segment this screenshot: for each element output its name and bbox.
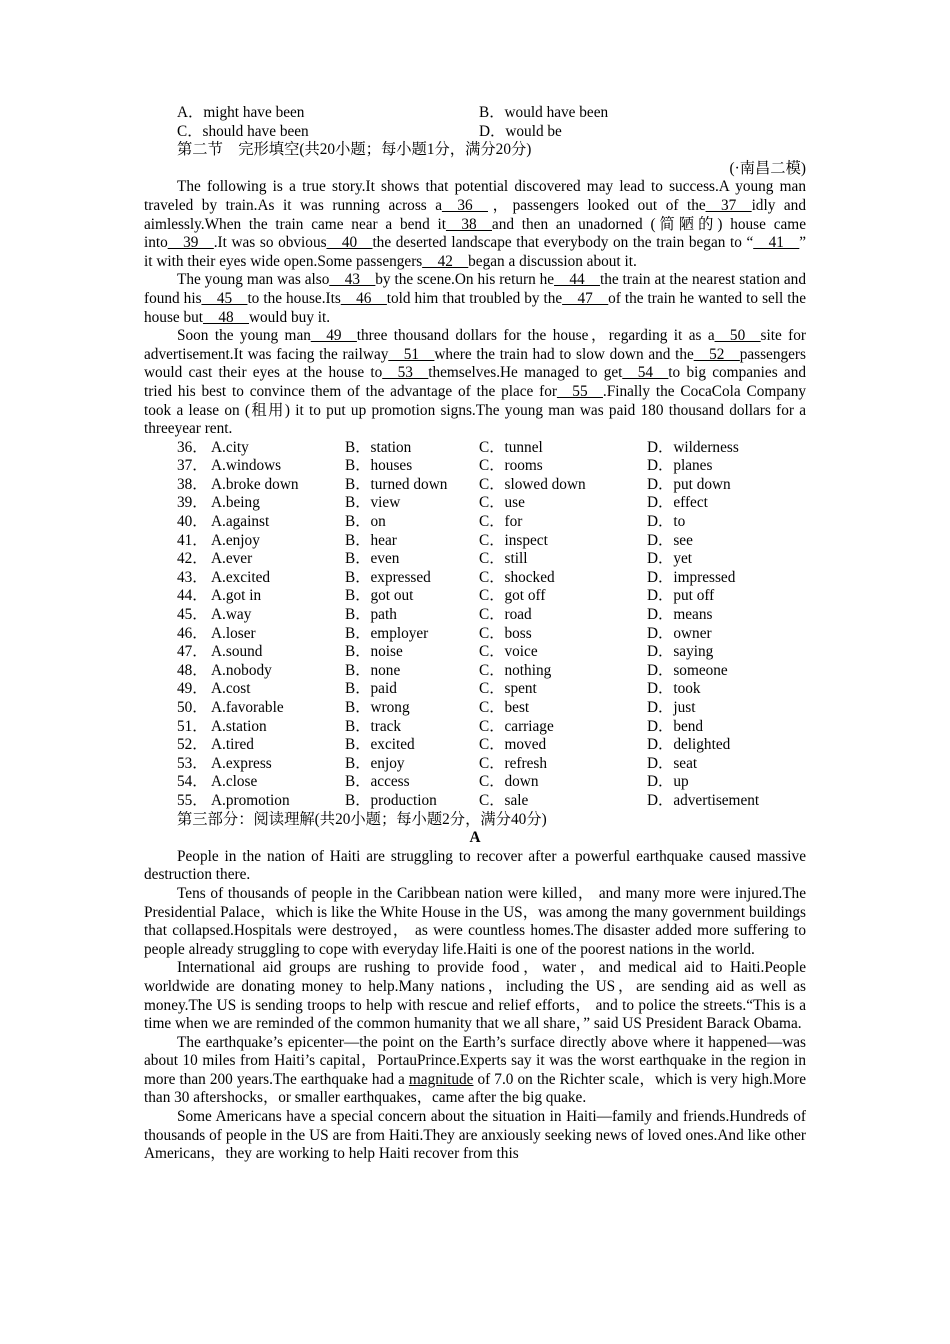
option-row — [144, 550, 806, 569]
cloze-options — [144, 439, 806, 811]
option-number: 41． — [177, 531, 208, 549]
option-number: 55． — [177, 791, 208, 809]
blank-42: __42__ — [422, 252, 469, 270]
option-b: B．houses — [345, 457, 413, 475]
option-a: A.favorable — [211, 699, 284, 716]
option-b: B．excited — [345, 736, 415, 754]
option-c: C．rooms — [479, 457, 543, 475]
option-d: D．put down — [647, 475, 731, 493]
option-a: A.broke down — [211, 475, 299, 493]
blank-53: __53__ — [382, 364, 429, 382]
blank-48: __48__ — [203, 308, 249, 326]
passage-text: The young man was also — [177, 271, 330, 289]
passage-text: idly and aimlessly.When the train came near a bend it — [144, 196, 806, 233]
option-b: B．station — [345, 438, 412, 456]
underlined-word-magnitude: magnitude — [408, 1070, 474, 1088]
option-number: 48． — [177, 661, 208, 679]
option-row — [144, 755, 806, 774]
option-row — [144, 718, 806, 737]
passage-text: .It was so obvious — [213, 234, 327, 252]
option-c: C．for — [479, 513, 523, 531]
blank-44: __44__ — [554, 271, 600, 289]
option-number: 50． — [177, 699, 208, 716]
option-b: B．employer — [345, 624, 429, 642]
option-a: A.tired — [211, 736, 254, 754]
option-c: C．tunnel — [479, 438, 543, 456]
option-a: A.city — [211, 438, 249, 456]
option-a: A.way — [211, 606, 252, 624]
option-d: D．planes — [647, 457, 713, 475]
option-d: D．took — [647, 680, 701, 698]
option-number: 46． — [177, 624, 208, 642]
option-c: C．got off — [479, 587, 546, 605]
passage-text: .Finally the CocaCola Company took a lease on (租用) it to put up promotion signs.The young man was paid 180 thousand dollars for a threeyear rent. — [144, 382, 807, 438]
option-c: C．sale — [479, 791, 529, 809]
passage-text: began a discussion about it. — [468, 252, 637, 270]
option-number: 53． — [177, 754, 208, 772]
reading-paragraph-4 — [144, 1034, 806, 1108]
option-c: C．spent — [479, 680, 537, 698]
option-a: A.station — [211, 717, 267, 735]
cloze-paragraph-1 — [144, 178, 806, 271]
blank-51: __51__ — [388, 345, 435, 363]
passage-text: and then an unadorned (简陋的) house came into — [144, 215, 806, 252]
option-c: C．road — [479, 606, 532, 624]
option-row — [144, 792, 806, 811]
blank-55: __55__ — [557, 382, 603, 400]
option-d: D．advertisement — [647, 791, 760, 809]
option-b: B．expressed — [345, 568, 431, 586]
option-a: A.excited — [211, 568, 271, 586]
option-number: 42． — [177, 550, 208, 568]
option-row — [144, 513, 806, 532]
option-a: A.express — [211, 754, 272, 772]
option-c: C．inspect — [479, 531, 548, 549]
option-a: A.loser — [211, 624, 256, 642]
option-c: C．nothing — [479, 661, 552, 679]
option-number: 52． — [177, 736, 208, 754]
passage-text: ，passengers looked out of the — [487, 196, 706, 214]
option-a: A.ever — [211, 550, 253, 568]
option-d: D．just — [647, 699, 696, 716]
option-c: C．shocked — [479, 568, 555, 586]
option-b: B．track — [345, 717, 402, 735]
option-d: D．to — [647, 513, 686, 531]
option-b: B．turned down — [345, 475, 448, 493]
option-d: D．seat — [647, 754, 698, 772]
option-b: B．wrong — [345, 699, 410, 716]
passage-text: to the house.Its — [247, 289, 341, 307]
passage-text: three thousand dollars for the house，regarding it as a — [356, 327, 715, 345]
option-row — [144, 476, 806, 495]
passage-text: passengers would cast their eyes at the house to — [144, 345, 806, 382]
prev-option-b: B．would have been — [479, 104, 609, 121]
prev-option-a: A．might have been — [177, 104, 305, 121]
part3-heading: 第三部分：阅读理解(共20小题；每小题2分，满分40分) — [177, 810, 547, 828]
option-d: D．means — [647, 606, 713, 624]
option-b: B．none — [345, 661, 401, 679]
blank-54: __54__ — [622, 364, 669, 382]
passage-text: where the train had to slow down and the — [434, 345, 694, 363]
passage-text: would buy it. — [248, 308, 331, 326]
cloze-paragraph-3 — [144, 327, 806, 439]
option-number: 45． — [177, 606, 208, 624]
reading-paragraph-2: Tens of thousands of people in the Caribbean nation were killed， and many more were injured.The Presidential Palace，which is like the White House in the US，was among the many government buildings that collapsed.Hospitals were destroyed， as were countless homes.The disaster added more suffering to people already struggling to cope with everyday life.Haiti is one of the poorest nations in the world. — [144, 884, 806, 958]
passage-text: to big companies and tried his best to convince them of the advantage of the place for — [144, 364, 807, 400]
option-d: D．wilderness — [647, 438, 739, 456]
option-c: C．voice — [479, 643, 538, 661]
section2-heading: 第二节 完形填空(共20小题；每小题1分，满分20分) — [177, 141, 532, 159]
option-c: C．carriage — [479, 717, 554, 735]
option-b: B．on — [345, 513, 386, 531]
option-number: 49． — [177, 680, 208, 698]
option-b: B．path — [345, 606, 397, 624]
option-d: D．effect — [647, 494, 708, 512]
option-d: D．delighted — [647, 736, 731, 754]
option-b: B．paid — [345, 680, 397, 698]
option-b: B．noise — [345, 643, 403, 661]
option-row — [144, 773, 806, 792]
option-row — [144, 662, 806, 681]
option-d: D．yet — [647, 550, 693, 568]
option-a: A.close — [211, 773, 258, 791]
passage-text: site for advertisement.It was facing the railway — [144, 327, 806, 363]
passage-text: Soon the young man — [177, 327, 311, 345]
option-number: 40． — [177, 513, 208, 531]
option-b: B．got out — [345, 587, 414, 605]
option-b: B．production — [345, 791, 437, 809]
option-c: C．slowed down — [479, 475, 586, 493]
option-c: C．down — [479, 773, 539, 791]
prev-options-row-2 — [144, 123, 806, 142]
option-number: 39． — [177, 494, 208, 512]
passage-letter: A — [469, 829, 481, 847]
blank-46: __46__ — [340, 289, 387, 307]
blank-43: __43__ — [329, 271, 376, 289]
option-b: B．enjoy — [345, 754, 405, 772]
option-b: B．access — [345, 773, 410, 791]
option-number: 44． — [177, 587, 208, 605]
passage-text: by the scene.On his return he — [375, 271, 555, 289]
option-number: 38． — [177, 475, 208, 493]
option-row — [144, 494, 806, 513]
option-row — [144, 439, 806, 458]
option-row — [144, 569, 806, 588]
blank-39: __39__ — [167, 234, 214, 252]
option-c: C．still — [479, 550, 528, 568]
option-a: A.windows — [211, 457, 282, 475]
cloze-paragraph-2 — [144, 271, 806, 327]
blank-37: __37__ — [705, 196, 752, 214]
blank-41: __41__ — [753, 234, 800, 252]
option-d: D．see — [647, 531, 693, 549]
passage-text: of the train he wanted to sell the house but — [144, 289, 806, 326]
option-number: 37． — [177, 457, 208, 475]
option-d: D．owner — [647, 624, 712, 642]
option-number: 43． — [177, 568, 208, 586]
option-d: D．someone — [647, 661, 728, 679]
option-row — [144, 587, 806, 606]
option-d: D．up — [647, 773, 689, 791]
option-a: A.promotion — [211, 791, 290, 809]
passage-text: the deserted landscape that everybody on the train began to “ — [372, 234, 754, 252]
option-row — [144, 736, 806, 755]
r4-text-before: The earthquake’s epicenter—the point on the Earth’s surface directly above where it happened—was about 10 miles from Haiti’s capital，PortauPrince.Experts say it was the worst earthquake in the region in more than 200 years.The earthquake had a — [144, 1033, 806, 1088]
prev-option-d: D．would be — [479, 122, 562, 140]
blank-38: __38__ — [446, 215, 492, 233]
option-row — [144, 606, 806, 625]
option-a: A.got in — [211, 587, 262, 605]
document-page — [144, 104, 806, 1164]
option-b: B．view — [345, 494, 401, 512]
option-b: B．even — [345, 550, 400, 568]
option-row — [144, 699, 806, 718]
option-number: 54． — [177, 773, 208, 791]
passage-text: ” it with their eyes wide open.Some passengers — [144, 234, 806, 270]
blank-45: __45__ — [201, 289, 248, 307]
passage-text: The following is a true story.It shows that potential discovered may lead to success.A young man traveled by train.As it was running across a — [144, 178, 806, 214]
reading-paragraph-5: Some Americans have a special concern about the situation in Haiti—family and friends.Hundreds of thousands of people in the US are from Haiti.They are anxiously seeking news of loved ones.And like other Americans，they are working to help Haiti recover from this — [144, 1108, 806, 1163]
option-row — [144, 532, 806, 551]
blank-52: __52__ — [693, 345, 740, 363]
prev-option-c: C．should have been — [177, 122, 309, 140]
blank-40: __40__ — [326, 234, 373, 252]
option-c: C．moved — [479, 736, 547, 754]
option-a: A.sound — [211, 643, 263, 661]
reading-paragraph-3: International aid groups are rushing to provide food，water，and medical aid to Haiti.People worldwide are donating money to help.Many nations，including the US，are sending aid as well as money.The US is sending troops to help with rescue and relief efforts， and to police the streets.“This is a time when we are reminded of the common humanity that we all share，” said US President Barack Obama. — [144, 959, 806, 1033]
reading-paragraph-1: People in the nation of Haiti are struggling to recover after a powerful earthquake caused massive destruction there. — [144, 847, 806, 884]
r4-text-after: of 7.0 on the Richter scale，which is very high.More than 30 aftershocks，or smaller earthquakes，came after the big quake. — [144, 1070, 806, 1107]
option-c: C．best — [479, 699, 530, 716]
option-c: C．boss — [479, 624, 532, 642]
passage-text: told him that troubled by the — [386, 289, 563, 307]
option-c: C．refresh — [479, 754, 547, 772]
blank-36: __36__ — [442, 196, 488, 214]
passage-text: themselves.He managed to get — [428, 364, 623, 382]
option-a: A.nobody — [211, 661, 272, 679]
option-c: C．use — [479, 494, 525, 512]
blank-50: __50__ — [714, 327, 761, 345]
option-a: A.cost — [211, 680, 251, 698]
section2-source: (·南昌二模) — [729, 159, 806, 177]
option-d: D．bend — [647, 717, 704, 735]
option-number: 47． — [177, 643, 208, 661]
option-a: A.against — [211, 513, 270, 531]
passage-text: the train at the nearest station and found his — [144, 271, 806, 307]
option-d: D．put off — [647, 587, 715, 605]
option-row — [144, 680, 806, 699]
prev-options-row-1 — [144, 104, 806, 123]
blank-47: __47__ — [562, 289, 609, 307]
option-a: A.being — [211, 494, 260, 512]
option-row — [144, 643, 806, 662]
option-number: 51． — [177, 717, 208, 735]
blank-49: __49__ — [310, 327, 357, 345]
option-d: D．impressed — [647, 568, 736, 586]
option-a: A.enjoy — [211, 531, 260, 549]
option-row — [144, 457, 806, 476]
option-d: D．saying — [647, 643, 714, 661]
option-row — [144, 625, 806, 644]
option-b: B．hear — [345, 531, 397, 549]
option-number: 36． — [177, 438, 208, 456]
